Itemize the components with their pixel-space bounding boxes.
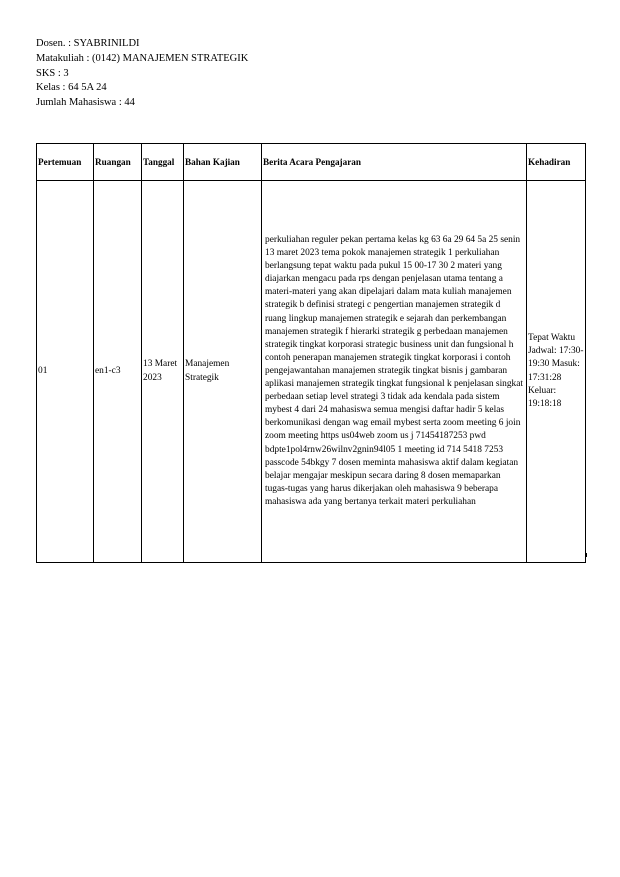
col-header-tanggal: Tanggal xyxy=(142,144,184,181)
cell-ruangan: en1-c3 xyxy=(94,181,142,563)
student-count-line: Jumlah Mahasiswa : 44 xyxy=(36,97,135,109)
table-row xyxy=(37,181,586,563)
table-continuation xyxy=(36,553,587,557)
cell-kehadiran: Tepat Waktu Jadwal: 17:30-19:30 Masuk: 17:31:28 Keluar: 19:18:18 xyxy=(527,181,586,563)
credits-line: SKS : 3 xyxy=(36,67,69,79)
course-line: Matakuliah : (0142) MANAJEMEN STRATEGIK xyxy=(36,52,249,64)
course-header xyxy=(36,37,248,111)
lecturer-line: Dosen. : SYABRINILDI xyxy=(36,38,140,49)
col-header-bahan-kajian: Bahan Kajian xyxy=(184,144,262,181)
col-header-pertemuan: Pertemuan xyxy=(37,144,94,181)
teaching-record-table xyxy=(36,143,586,563)
col-header-ruangan: Ruangan xyxy=(94,144,142,181)
cell-berita-acara: perkuliahan reguler pekan pertama kelas kg 63 6a 29 64 5a 25 senin 13 maret 2023 tema pokok manajemen strategik 1 perkuliahan berlangsung tepat waktu pada pukul 15 00-17 30 2 materi yang diajarkan mengacu pada rps dengan penjelasan utama tentang a materi-materi yang akan dipelajari dalam mata kuliah manajemen strategik b definisi strategi c pengertian manajemen strategik d ruang lingkup manajemen strategik e sejarah dan perkembangan manajemen strategik f hierarki strategik g perbedaan manajemen strategik tingkat korporasi strategic business unit dan fungsional h contoh penerapan manajemen strategik tingkat korporasi i contoh pengejawantahan manajemen strategik tingkat bisnis j gambaran aplikasi manajemen strategik tingkat fungsional k penjelasan singkat perbedaan setiap level strategi 3 tidak ada kendala pada sistem mybest 4 dari 24 mahasiswa semua mengisi daftar hadir 5 kelas berkomunikasi dengan wag email mybest serta zoom meeting 6 join zoom meeting https us04web zoom us j 71454187253 pwd bdpte1pol4rnw26wilnv2gnin94l05 1 meeting id 714 5418 7253 passcode 54bkgy 7 dosen meminta mahasiswa aktif dalam kegiatan belajar mengajar meskipun secara daring 8 dosen memaparkan tugas-tugas yang harus dikerjakan oleh mahasiswa 9 beberapa mahasiswa ada yang bertanya terkait materi perkuliahan xyxy=(262,181,527,563)
cell-bahan-kajian: Manajemen Strategik xyxy=(184,181,262,563)
cell-pertemuan: 01 xyxy=(37,181,94,563)
col-header-berita-acara: Berita Acara Pengajaran xyxy=(262,144,527,181)
table-header-row xyxy=(37,144,586,181)
class-line: Kelas : 64 5A 24 xyxy=(36,82,107,94)
cell-tanggal: 13 Maret 2023 xyxy=(142,181,184,563)
col-header-kehadiran: Kehadiran xyxy=(527,144,586,181)
